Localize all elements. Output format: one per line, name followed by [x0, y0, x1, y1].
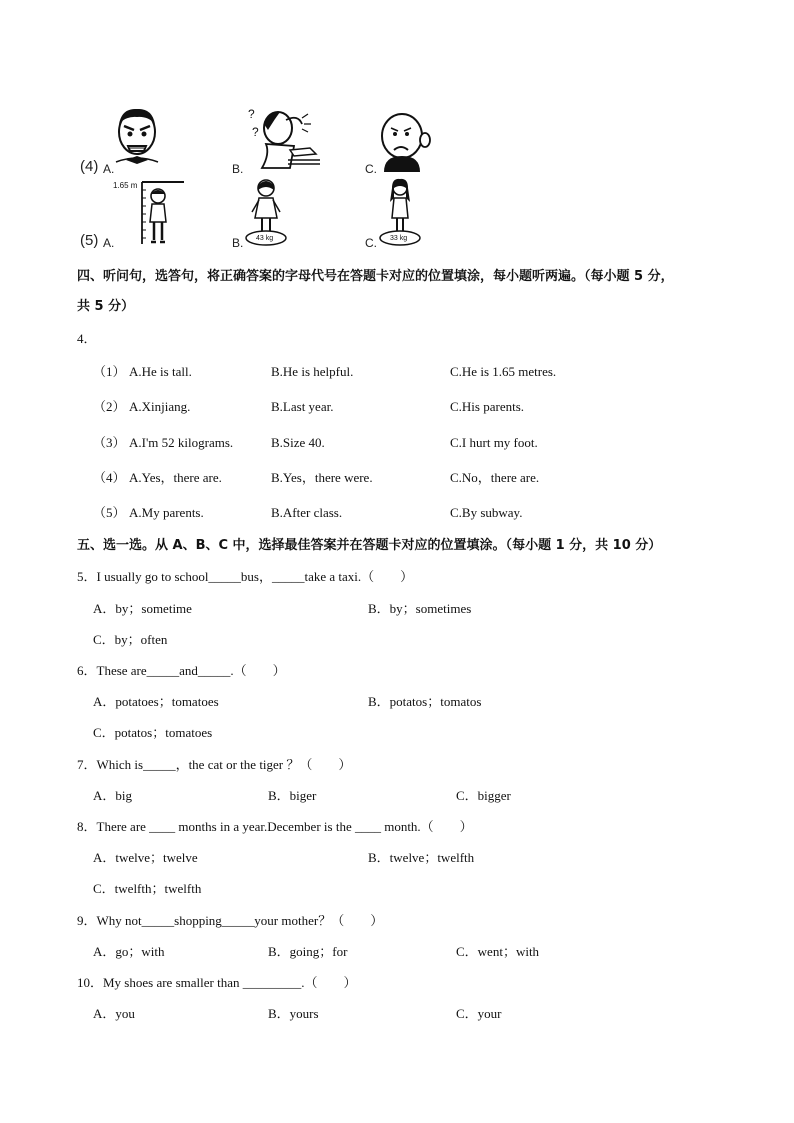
- question-stem: 9．Why not_____shopping_____your mother？（ ）: [77, 913, 384, 928]
- option-a[interactable]: A.Yes，there are.: [129, 470, 222, 485]
- option-c[interactable]: C．bigger: [456, 788, 511, 803]
- weight-33kg-label: 33 kg: [390, 235, 408, 242]
- option-c[interactable]: C．twelfth；twelfth: [93, 881, 202, 896]
- option-b[interactable]: B．by；sometimes: [368, 601, 472, 616]
- question-stem: 7．Which is_____，the cat or the tiger ？（ ）: [77, 757, 352, 772]
- option-b[interactable]: B．going；for: [268, 944, 348, 959]
- option-a[interactable]: A.He is tall.: [129, 364, 192, 379]
- option-c[interactable]: C．went；with: [456, 944, 540, 959]
- option-b[interactable]: B.He is helpful.: [271, 364, 354, 379]
- option-c[interactable]: C.I hurt my foot.: [450, 435, 538, 450]
- item-number: （5）: [93, 505, 126, 520]
- picture-row-5-option-c-label: C.: [365, 236, 377, 250]
- angry-man-picture: [108, 104, 166, 170]
- option-a[interactable]: A.Xinjiang.: [129, 399, 191, 414]
- picture-row-5-option-a-label: A.: [103, 236, 115, 250]
- question-stem: 6．These are_____and_____.（ ）: [77, 663, 286, 678]
- option-a[interactable]: A.My parents.: [129, 505, 204, 520]
- girl-height-measure-picture: [138, 178, 188, 246]
- picture-row-5-option-b-label: B.: [232, 236, 244, 250]
- option-a[interactable]: A．you: [93, 1006, 135, 1021]
- option-b[interactable]: B．biger: [268, 788, 317, 803]
- option-a[interactable]: A．by；sometime: [93, 601, 192, 616]
- section-4-heading-line-1: 四、听问句，选答句，将正确答案的字母代号在答题卡对应的位置填涂，每小题听两遍。（每小题 5 分，: [77, 269, 674, 284]
- picture-row-4-option-b-label: B.: [232, 162, 244, 176]
- option-c[interactable]: C.No，there are.: [450, 470, 540, 485]
- section-5-heading: 五、选一选。从 A、B、C 中，选择最佳答案并在答题卡对应的位置填涂。（每小题 1 分，共 10 分）: [77, 538, 662, 553]
- picture-row-5-number: (5): [80, 232, 99, 249]
- option-a[interactable]: A．big: [93, 788, 133, 803]
- option-b[interactable]: B.After class.: [271, 505, 343, 520]
- height-mark-label: 1.65 m: [113, 181, 138, 190]
- item-number: （4）: [93, 470, 126, 485]
- question-stem: 8．There are ____ months in a year.December is the ____ month.（ ）: [77, 819, 473, 834]
- option-a[interactable]: A．go；with: [93, 944, 165, 959]
- option-c[interactable]: C.He is 1.65 metres.: [450, 364, 557, 379]
- picture-row-4-option-c-label: C.: [365, 162, 377, 176]
- picture-row-4-number: (4): [80, 158, 99, 175]
- option-a[interactable]: A．twelve；twelve: [93, 850, 198, 865]
- option-b[interactable]: B.Yes，there were.: [271, 470, 373, 485]
- option-a[interactable]: A．potatoes；tomatoes: [93, 694, 219, 709]
- option-c[interactable]: C．your: [456, 1006, 502, 1021]
- question-4-number: 4．: [77, 331, 97, 346]
- svg-text:?: ?: [248, 107, 255, 121]
- section-4-heading-line-2: 共 5 分）: [77, 299, 135, 314]
- option-c[interactable]: C.His parents.: [450, 399, 525, 414]
- option-b[interactable]: B．twelve；twelfth: [368, 850, 475, 865]
- item-number: （1）: [93, 364, 126, 379]
- weight-43kg-label: 43 kg: [256, 235, 274, 242]
- sad-bald-man-picture: [376, 110, 432, 172]
- svg-text:?: ?: [252, 125, 259, 139]
- question-stem: 10．My shoes are smaller than _________.（ ）: [77, 975, 357, 990]
- picture-row-4-option-a-label: A.: [103, 162, 115, 176]
- option-a[interactable]: A.I'm 52 kilograms.: [129, 435, 234, 450]
- option-b[interactable]: B．yours: [268, 1006, 319, 1021]
- option-c[interactable]: C．potatos；tomatoes: [93, 725, 213, 740]
- option-b[interactable]: B.Size 40.: [271, 435, 325, 450]
- option-c[interactable]: C．by；often: [93, 632, 168, 647]
- item-number: （2）: [93, 399, 126, 414]
- puzzled-man-picture: [246, 106, 322, 170]
- question-stem: 5．I usually go to school_____bus，_____take a taxi.（ ）: [77, 569, 414, 584]
- option-c[interactable]: C.By subway.: [450, 505, 523, 520]
- option-b[interactable]: B．potatos；tomatos: [368, 694, 482, 709]
- option-b[interactable]: B.Last year.: [271, 399, 334, 414]
- item-number: （3）: [93, 435, 126, 450]
